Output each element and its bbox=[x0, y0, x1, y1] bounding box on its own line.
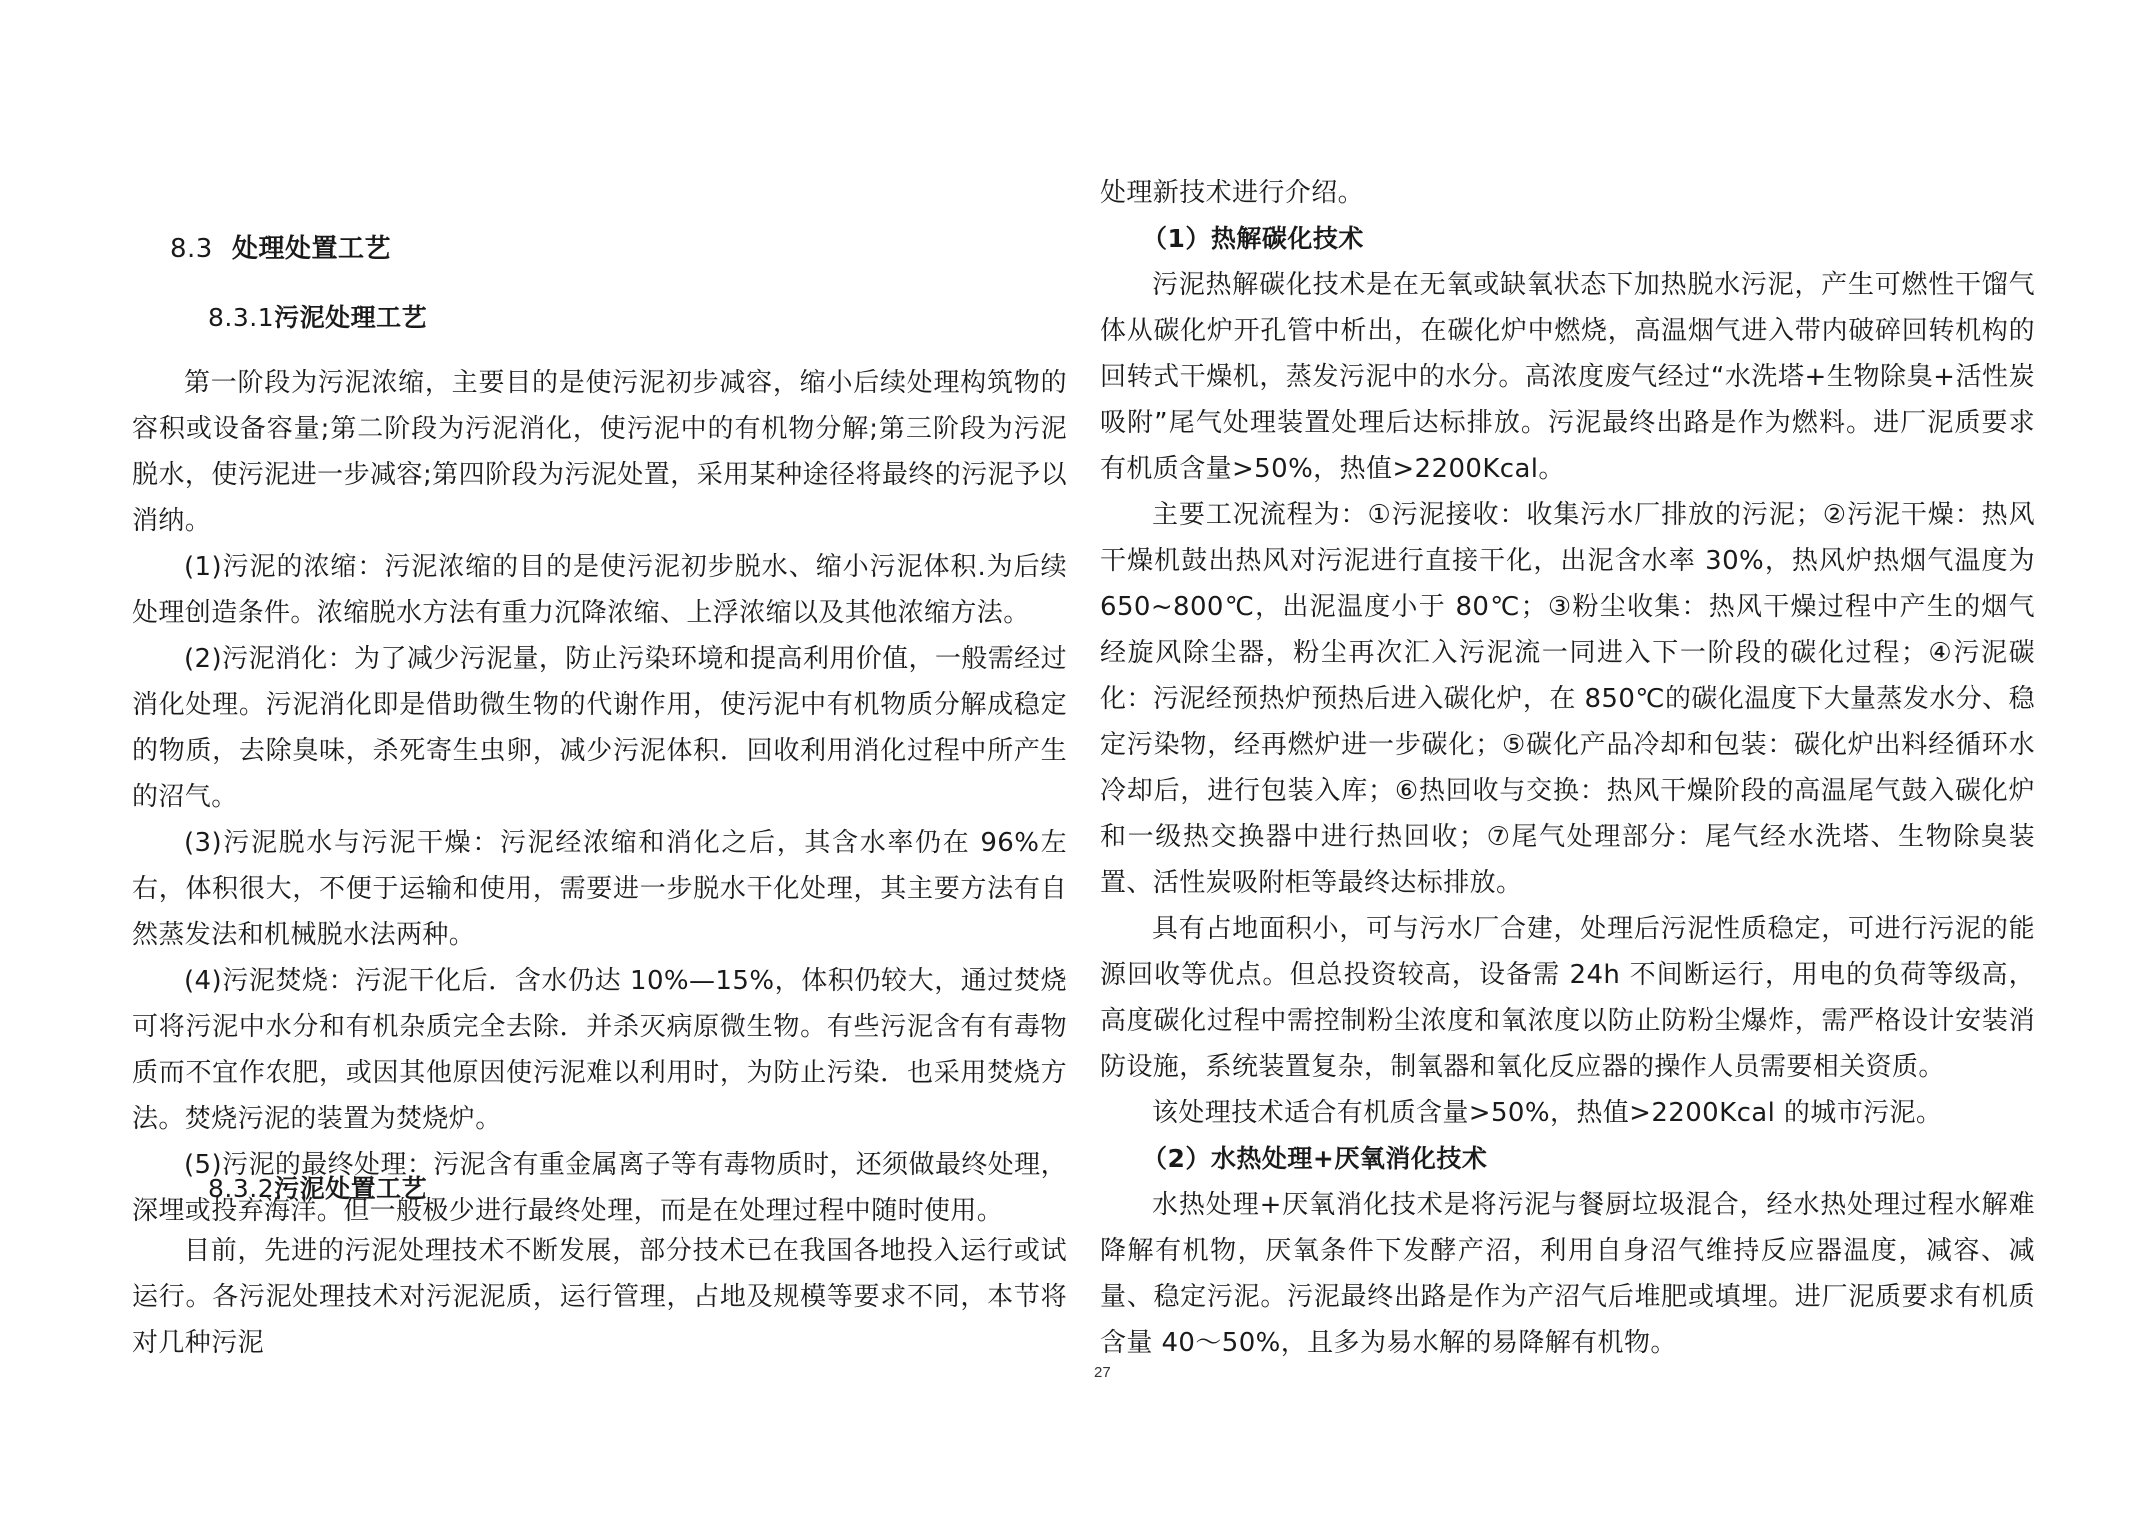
section-number: 8.3 bbox=[170, 234, 213, 264]
subsection-title: 污泥处置工艺 bbox=[274, 1174, 428, 1203]
heading-hydrothermal-anaerobic: （2）水热处理+厌氧消化技术 bbox=[1142, 1144, 1488, 1173]
paragraph-intro-technologies: 目前，先进的污泥处理技术不断发展，部分技术已在我国各地投入运行或试运行。各污泥处理技术对污泥泥质，运行管理，占地及规模等要求不同，本节将对几种污泥 bbox=[132, 1236, 1067, 1358]
subsection-number: 8.3.2 bbox=[208, 1174, 275, 1203]
right-body bbox=[1100, 170, 2035, 1366]
paragraph-pros-cons: 具有占地面积小，可与污水厂合建，处理后污泥性质稳定，可进行污泥的能源回收等优点。但总投资较高，设备需 24h 不间断运行，用电的负荷等级高，高度碳化过程中需控制粉尘浓度和氧浓度以防止防粉尘爆炸，需严格设计安装消防设施，系统装置复杂，制氧器和氧化反应器的操作人员需要相关资质。 bbox=[1100, 914, 2035, 1082]
page-number: 27 bbox=[1094, 1364, 1111, 1381]
section-heading bbox=[170, 226, 391, 272]
paragraph-thickening: (1)污泥的浓缩：污泥浓缩的目的是使污泥初步脱水、缩小污泥体积.为后续处理创造条件。浓缩脱水方法有重力沉降浓缩、上浮浓缩以及其他浓缩方法。 bbox=[132, 552, 1067, 628]
heading-pyrolysis-carbonization: （1）热解碳化技术 bbox=[1142, 224, 1364, 253]
left-body-2 bbox=[132, 1228, 1067, 1366]
paragraph-process-flow: 主要工况流程为：①污泥接收：收集污水厂排放的污泥；②污泥干燥：热风干燥机鼓出热风对污泥进行直接干化，出泥含水率 30%，热风炉热烟气温度为 650~800℃，出泥温度小于 80℃；③粉尘收集：热风干燥过程中产生的烟气经旋风除尘器，粉尘再次汇入污泥流一同进入下一阶段的碳化过程；④污泥碳化：污泥经预热炉预热后进入碳化炉，在 850℃的碳化温度下大量蒸发水分、稳定污染物，经再燃炉进一步碳化；⑤碳化产品冷却和包装：碳化炉出料经循环水冷却后，进行包装入库；⑥热回收与交换：热风干燥阶段的高温尾气鼓入碳化炉和一级热交换器中进行热回收；⑦尾气处理部分：尾气经水洗塔、生物除臭装置、活性炭吸附柜等最终达标排放。 bbox=[1100, 500, 2035, 898]
subsection-heading-8-3-2 bbox=[208, 1166, 427, 1212]
subsection-number: 8.3.1 bbox=[208, 303, 275, 332]
paragraph-incineration: (4)污泥焚烧：污泥干化后．含水仍达 10%—15%，体积仍较大，通过焚烧可将污泥中水分和有机杂质完全去除．并杀灭病原微生物。有些污泥含有有毒物质而不宜作农肥，或因其他原因使污泥难以利用时，为防止污染．也采用焚烧方法。焚烧污泥的装置为焚烧炉。 bbox=[132, 966, 1067, 1134]
subsection-title: 污泥处理工艺 bbox=[274, 303, 428, 332]
paragraph-applicability: 该处理技术适合有机质含量>50%，热值>2200Kcal 的城市污泥。 bbox=[1152, 1098, 1943, 1128]
paragraph-dewatering: (3)污泥脱水与污泥干燥：污泥经浓缩和消化之后，其含水率仍在 96%左右，体积很大，不便于运输和使用，需要进一步脱水干化处理，其主要方法有自然蒸发法和机械脱水法两种。 bbox=[132, 828, 1067, 950]
paragraph-final-treatment: (5)污泥的最终处理：污泥含有重金属离子等有毒物质时，还须做最终处理，深埋或投弃海洋。但一般极少进行最终处理，而是在处理过程中随时使用。 bbox=[132, 1150, 1067, 1226]
paragraph-continued: 处理新技术进行介绍。 bbox=[1100, 178, 1365, 208]
left-body bbox=[132, 360, 1067, 1234]
paragraph-stages: 第一阶段为污泥浓缩，主要目的是使污泥初步减容，缩小后续处理构筑物的容积或设备容量;第二阶段为污泥消化，使污泥中的有机物分解;第三阶段为污泥脱水，使污泥进一步减容;第四阶段为污泥处置，采用某种途径将最终的污泥予以消纳。 bbox=[132, 368, 1067, 536]
subsection-heading-8-3-1 bbox=[208, 295, 427, 341]
section-title: 处理处置工艺 bbox=[231, 234, 391, 264]
paragraph-pyrolysis-description: 污泥热解碳化技术是在无氧或缺氧状态下加热脱水污泥，产生可燃性干馏气体从碳化炉开孔管中析出，在碳化炉中燃烧，高温烟气进入带内破碎回转机构的回转式干燥机，蒸发污泥中的水分。高浓度废气经过“水洗塔+生物除臭+活性炭吸附”尾气处理装置处理后达标排放。污泥最终出路是作为燃料。进厂泥质要求有机质含量>50%，热值>2200Kcal。 bbox=[1100, 270, 2035, 484]
paragraph-hydrothermal-description: 水热处理+厌氧消化技术是将污泥与餐厨垃圾混合，经水热处理过程水解难降解有机物，厌氧条件下发酵产沼，利用自身沼气维持反应器温度，减容、减量、稳定污泥。污泥最终出路是作为产沼气后堆肥或填埋。进厂泥质要求有机质含量 40～50%，且多为易水解的易降解有机物。 bbox=[1100, 1190, 2035, 1358]
paragraph-digestion: (2)污泥消化：为了减少污泥量，防止污染环境和提高利用价值，一般需经过消化处理。污泥消化即是借助微生物的代谢作用，使污泥中有机物质分解成稳定的物质，去除臭味，杀死寄生虫卵，减少污泥体积．回收利用消化过程中所产生的沼气。 bbox=[132, 644, 1067, 812]
